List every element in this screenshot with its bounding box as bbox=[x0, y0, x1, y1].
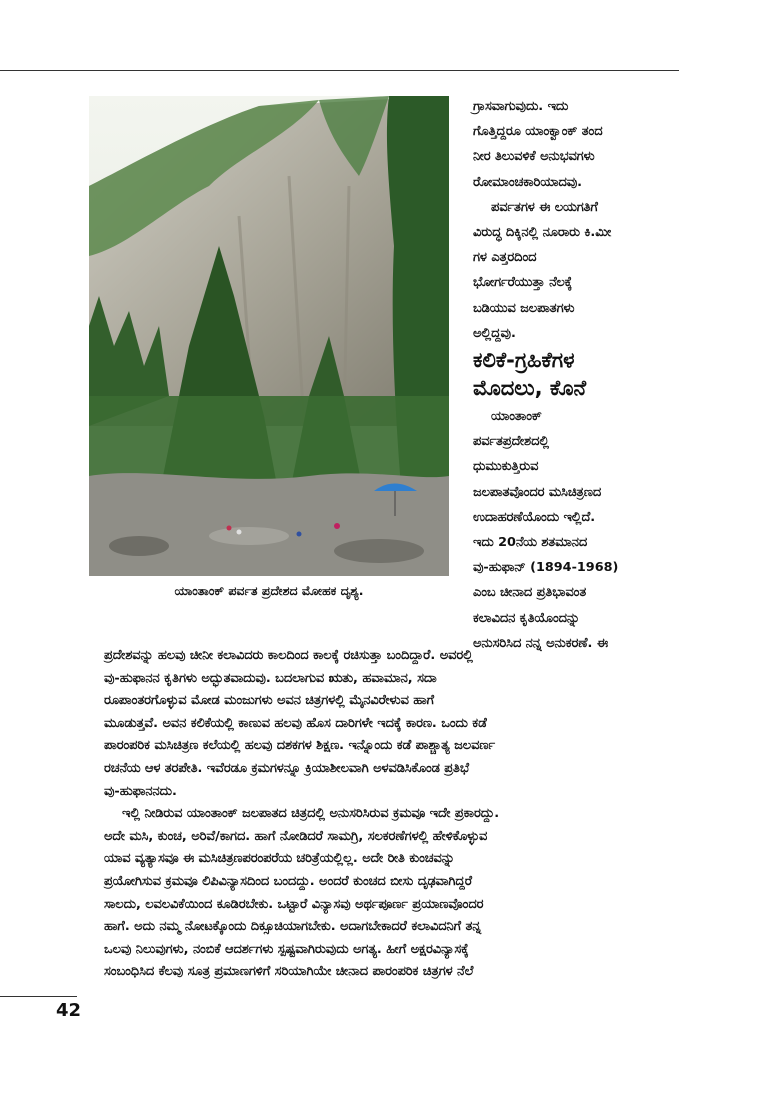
text-line: ಹಾಗೆ. ಅದು ನಮ್ಮ ನೋಟಕ್ಕೊಂದು ದಿಕ್ಸೂಚಿಯಾಗಬೇಕು. ಅದಾಗಬೇಕಾದರೆ ಕಲಾವಿದನಿಗೆ ತನ್ನ bbox=[104, 919, 482, 935]
page-number: 42 bbox=[56, 1000, 82, 1021]
text-line: ಗೊತ್ತಿದ್ದರೂ ಯಾಂಕ್ವಾಂಕ್ ತಂದ bbox=[473, 124, 603, 140]
text-line: ಅನುಸರಿಸಿದ ನನ್ನ ಅನುಕರಣೆ. ಈ bbox=[473, 635, 608, 651]
top-rule bbox=[0, 70, 679, 71]
figure-caption: ಯಾಂತಾಂಕ್ ಪರ್ವತ ಪ್ರದೇಶದ ಮೋಹಕ ದೃಶ್ಯ. bbox=[174, 583, 364, 598]
text-line: ಯಾಂತಾಂಕ್ bbox=[491, 409, 542, 425]
photo-illustration bbox=[89, 96, 449, 576]
section-heading-line-2: ಮೊದಲು, ಕೊನೆ bbox=[473, 376, 587, 401]
text-line: ಒಲವು ನಿಲುವುಗಳು, ನಂಬಿಕೆ ಆದರ್ಶಗಳು ಸ್ಪಷ್ಟವಾಗಿರುವುದು ಅಗತ್ಯ. ಹೀಗೆ ಅಕ್ಷರವಿನ್ಯಾಸಕ್ಕೆ bbox=[104, 941, 469, 957]
text-line: ಸಂಬಂಧಿಸಿದ ಕೆಲವು ಸೂತ್ರ ಪ್ರಮಾಣಗಳಿಗೆ ಸರಿಯಾಗಿಯೇ ಚೀನಾದ ಪಾರಂಪರಿಕ ಚಿತ್ರಗಳ ನೆಲೆ bbox=[104, 964, 474, 980]
text-line: ಧುಮುಕುತ್ತಿರುವ bbox=[473, 459, 539, 475]
text-line: ಯಾವ ವ್ಯತ್ಯಾಸವೂ ಈ ಮಸಿಚಿತ್ರಣಪರಂಪರೆಯ ಚರಿತ್ರೆಯಲ್ಲಿಲ್ಲ. ಅದೇ ರೀತಿ ಕುಂಚವನ್ನು bbox=[104, 851, 455, 867]
text-line: ಪ್ರದೇಶವನ್ನು ಹಲವು ಚೀನೀ ಕಲಾವಿದರು ಕಾಲದಿಂದ ಕಾಲಕ್ಕೆ ರಚಿಸುತ್ತಾ ಬಂದಿದ್ದಾರೆ. ಅವರಲ್ಲಿ bbox=[104, 648, 473, 663]
text-line: ಇದು 20ನೆಯ ಶತಮಾನದ bbox=[473, 535, 588, 551]
text-line: ನೀರ ತಿಲುವಳಿಕೆ ಅನುಭವಗಳು bbox=[473, 149, 595, 165]
right-column-text bbox=[473, 94, 683, 656]
text-line: ಕಲಾವಿದನ ಕೃತಿಯೊಂದನ್ನು bbox=[473, 610, 580, 626]
text-line: ಜಲಪಾತವೊಂದರ ಮಸಿಚಿತ್ರಣದ bbox=[473, 484, 602, 500]
text-line: ಪರ್ವತಗಳ ಈ ಲಯಗತಿಗೆ bbox=[491, 199, 598, 215]
text-line: ಬಡಿಯುವ ಜಲಪಾತಗಳು bbox=[473, 300, 575, 316]
text-line: ಸಾಲದು, ಲವಲವಿಕೆಯಿಂದ ಕೂಡಿರಬೇಕು. ಒಟ್ಟಾರೆ ವಿನ್ಯಾಸವು ಅರ್ಥಪೂರ್ಣ ಪ್ರಯಾಣವೊಂದರ bbox=[104, 896, 484, 912]
text-line: ಇಲ್ಲಿ ನೀಡಿರುವ ಯಾಂತಾಂಕ್ ಜಲಪಾತದ ಚಿತ್ರದಲ್ಲಿ ಅನುಸರಿಸಿರುವ ಕ್ರಮವೂ ಇದೇ ಪ್ರಕಾರದ್ದು. bbox=[122, 806, 500, 822]
text-line: ಮೂಡುತ್ತವೆ. ಅವನ ಕಲಿಕೆಯಲ್ಲಿ ಕಾಣುವ ಹಲವು ಹೊಸ ದಾರಿಗಳೇ ಇದಕ್ಕೆ ಕಾರಣ. ಒಂದು ಕಡೆ bbox=[104, 715, 487, 731]
text-line: ವಿರುದ್ಧ ದಿಕ್ಕಿನಲ್ಲಿ ನೂರಾರು ಕಿ.ಮೀ bbox=[473, 225, 612, 241]
text-line: ಅದೇ ಮಸಿ, ಕುಂಚ, ಅರಿವೆ/ಕಾಗದ. ಹಾಗೆ ನೋಡಿದರೆ ಸಾಮಗ್ರಿ, ಸಲಕರಣೆಗಳಲ್ಲಿ ಹೇಳಿಕೊಳ್ಳುವ bbox=[104, 828, 488, 844]
text-line: ರೂಪಾಂತರಗೊಳ್ಳುವ ಮೋಡ ಮಂಜುಗಳು ಅವನ ಚಿತ್ರಗಳಲ್ಲಿ ಮೈನವಿರೇಳುವ ಹಾಗೆ bbox=[104, 693, 435, 709]
text-line: ಪ್ರಯೋಗಿಸುವ ಕ್ರಮವೂ ಲಿಪಿವಿನ್ಯಾಸದಿಂದ ಬಂದದ್ದು. ಅಂದರೆ ಕುಂಚದ ಬೀಸು ದೃಢವಾಗಿದ್ದರೆ bbox=[104, 873, 473, 889]
text-line: ವು-ಹುಫಾನನ ಕೃತಿಗಳು ಅದ್ಭುತವಾದುವು. ಬದಲಾಗುವ ಋತು, ಹವಾಮಾನ, ಸದಾ bbox=[104, 670, 437, 686]
full-width-text bbox=[104, 645, 682, 984]
text-line: ಪಾರಂಪರಿಕ ಮಸಿಚಿತ್ರಣ ಕಲೆಯಲ್ಲಿ ಹಲವು ದಶಕಗಳ ಶಿಕ್ಷಣ. ಇನ್ನೊಂದು ಕಡೆ ಪಾಶ್ಚಾತ್ಯ ಜಲವರ್ಣ bbox=[104, 738, 495, 754]
text-line: ವು-ಹುಫಾನನದು. bbox=[104, 783, 177, 799]
text-line: ಎಂಬ ಚೀನಾದ ಪ್ರತಿಭಾವಂತ bbox=[473, 585, 587, 601]
bottom-rule bbox=[0, 996, 77, 997]
text-line: ರಚನೆಯ ಆಳ ತರಪೇತಿ. ಇವೆರಡೂ ಕ್ರಮಗಳನ್ನೂ ಕ್ರಿಯಾಶೀಲವಾಗಿ ಅಳವಡಿಸಿಕೊಂಡ ಪ್ರತಿಭೆ bbox=[104, 760, 470, 776]
text-line: ರೋಮಾಂಚಕಾರಿಯಾದವು. bbox=[473, 174, 583, 190]
text-line: ವು-ಹುಫಾನ್ (1894-1968) bbox=[473, 560, 619, 576]
section-heading-line-1: ಕಲಿಕೆ-ಗ್ರಹಿಕೆಗಳ bbox=[473, 348, 575, 373]
text-line: ಭೋರ್ಗರೆಯುತ್ತಾ ನೆಲಕ್ಕೆ bbox=[473, 275, 573, 291]
text-line: ಪರ್ವತಪ್ರದೇಶದಲ್ಲಿ bbox=[473, 434, 550, 450]
text-line: ಗಳ ಎತ್ತರದಿಂದ bbox=[473, 250, 537, 266]
text-line: ಉದಾಹರಣೆಯೊಂದು ಇಲ್ಲಿದೆ. bbox=[473, 509, 596, 525]
mountain-waterfall-photo bbox=[89, 96, 449, 576]
text-line: ಅಲ್ಲಿದ್ದವು. bbox=[473, 325, 516, 341]
text-line: ಗ್ರಾಸವಾಗುವುದು. ಇದು bbox=[473, 99, 569, 114]
